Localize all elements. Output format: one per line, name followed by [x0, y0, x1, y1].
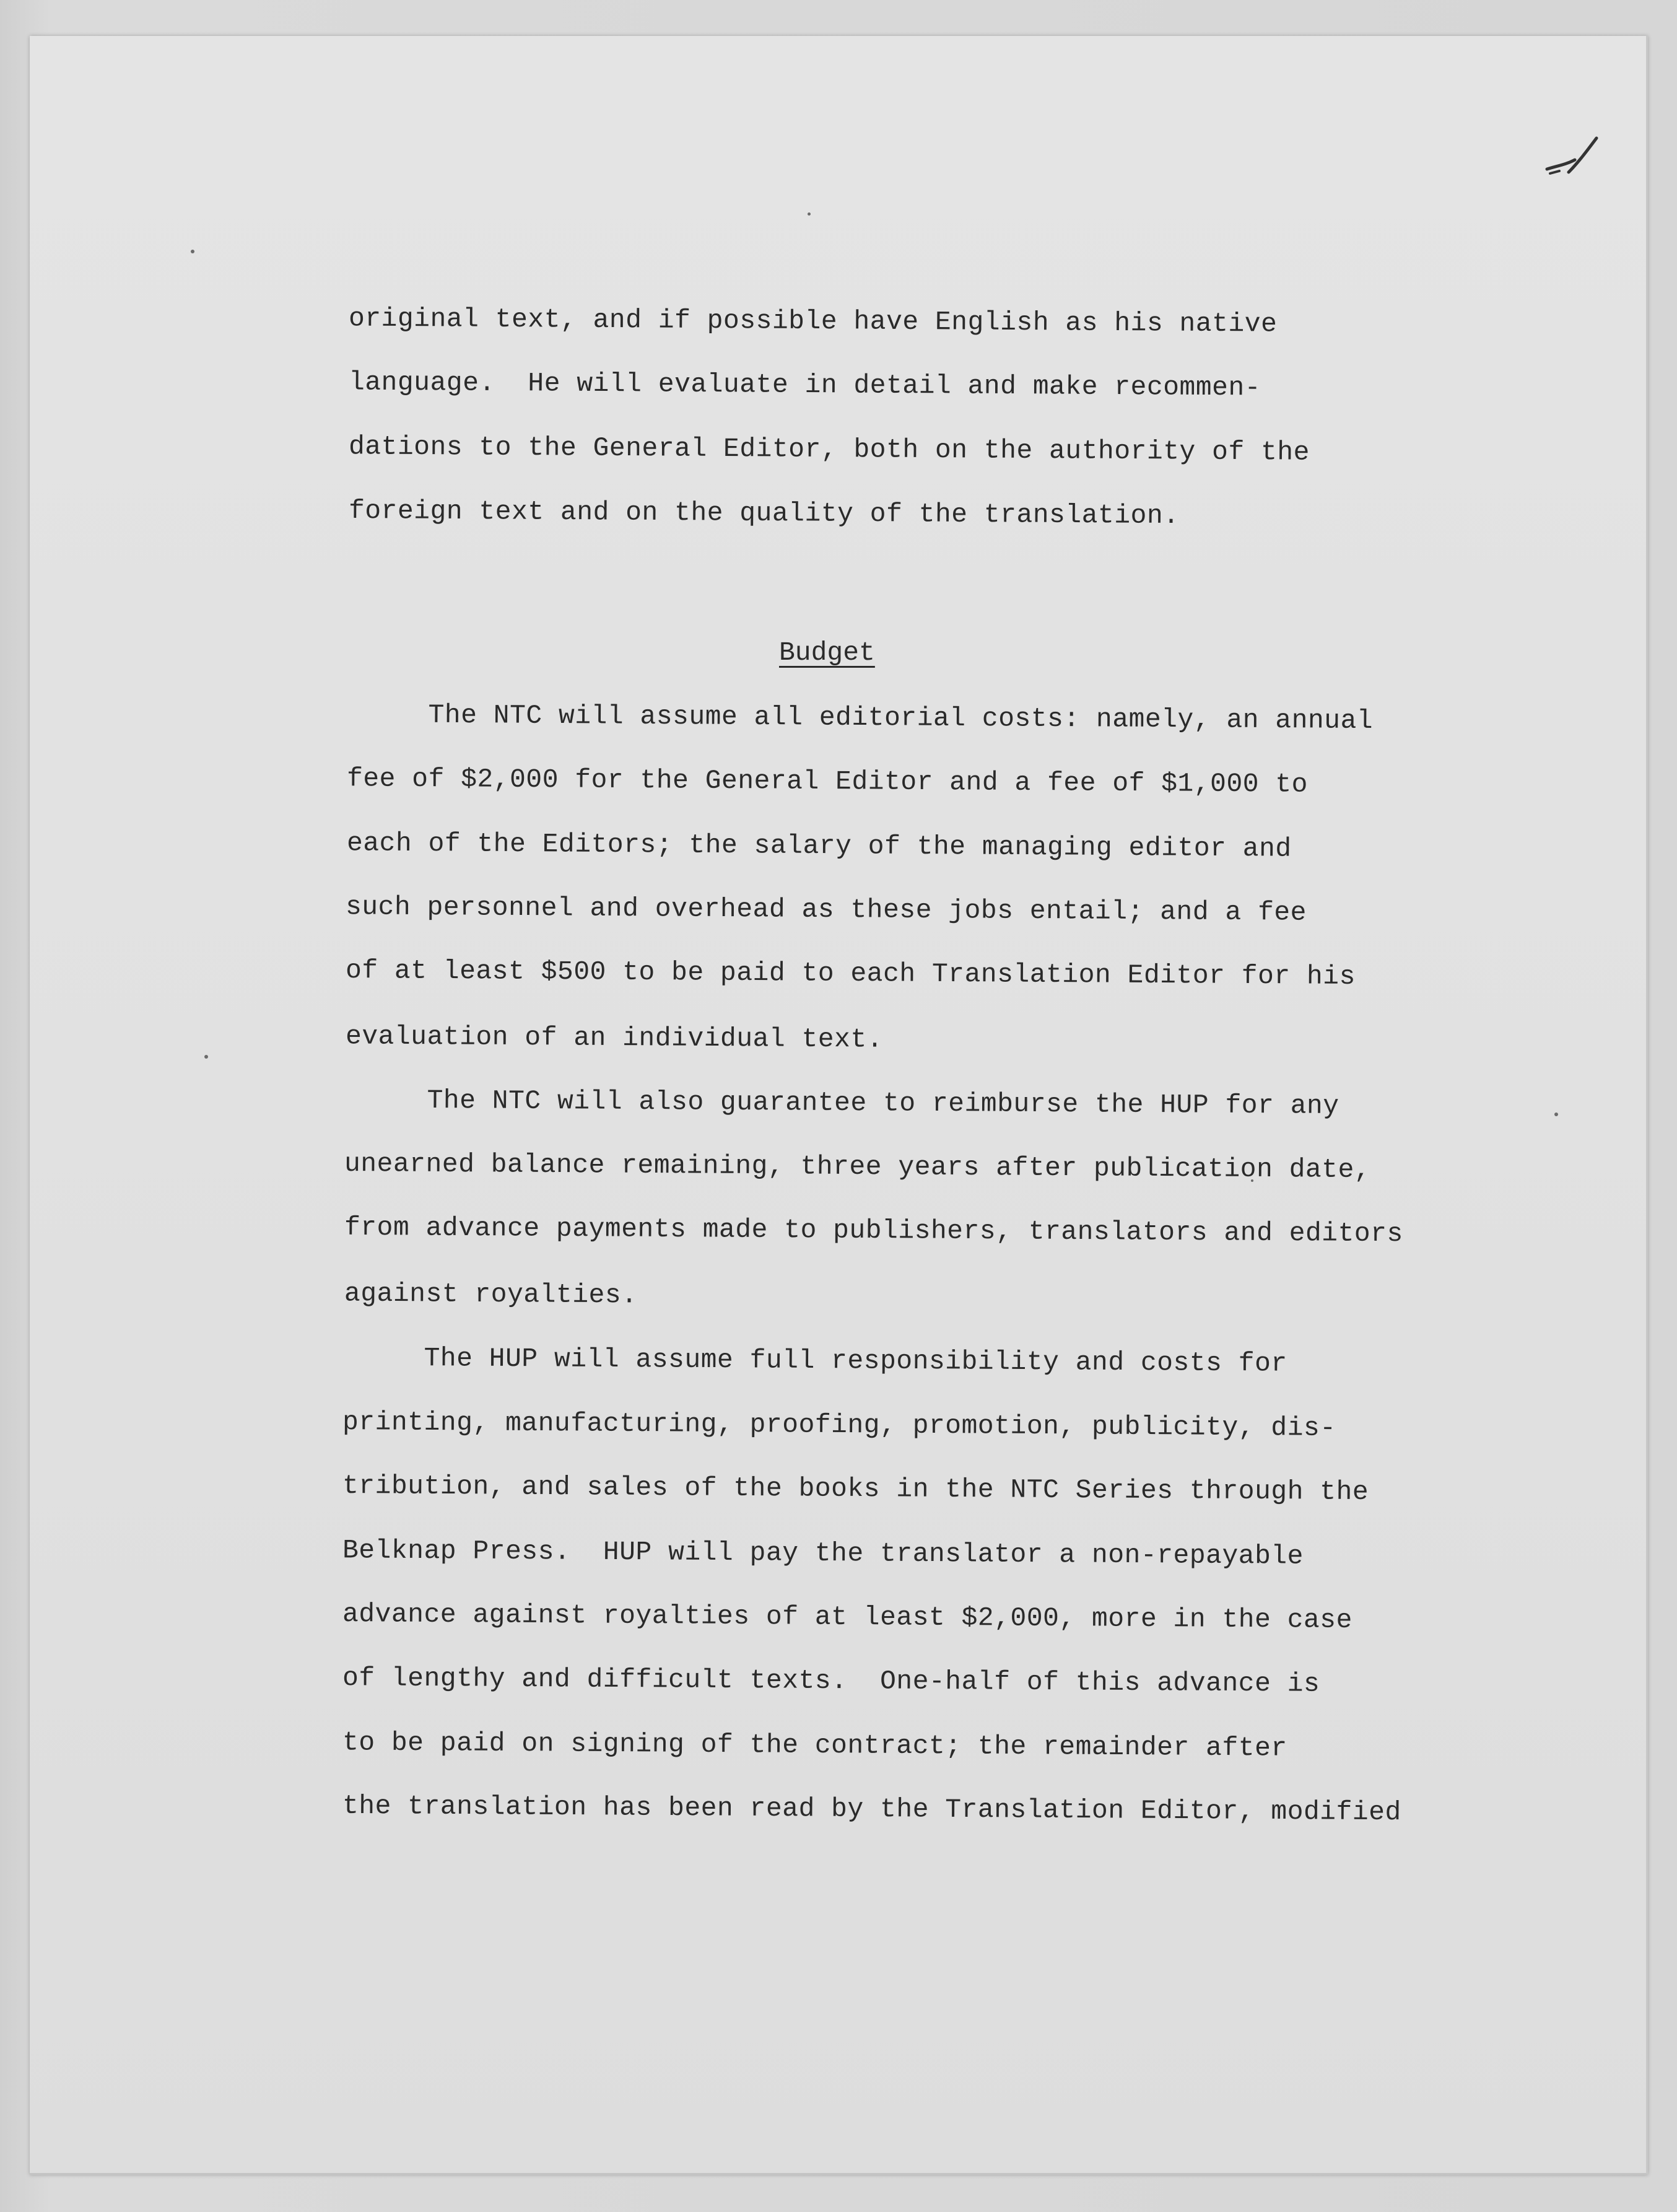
paragraph-line: of lengthy and difficult texts. One-half of this advance is — [342, 1663, 1320, 1699]
paragraph-line: such personnel and overhead as these jobs entail; and a fee — [345, 891, 1307, 928]
scan-speck — [191, 250, 194, 253]
handwritten-check-icon — [1541, 135, 1603, 185]
paragraph-line: fee of $2,000 for the General Editor and a fee of $1,000 to — [346, 763, 1309, 800]
paragraph-line: the translation has been read by the Translation Editor, modified — [342, 1790, 1401, 1828]
paragraph-line: from advance payments made to publishers, translators and editors — [344, 1212, 1403, 1249]
scan-speck — [1554, 1113, 1558, 1116]
paragraph-line: The NTC will also guarantee to reimburse the HUP for any — [345, 1085, 1339, 1121]
paragraph-line: tribution, and sales of the books in the NTC Series through the — [342, 1470, 1369, 1508]
section-heading-budget: Budget — [779, 637, 875, 668]
intro-line: foreign text and on the quality of the translation. — [348, 495, 1180, 531]
paragraph-line: The NTC will assume all editorial costs: namely, an annual — [346, 699, 1374, 737]
scan-speck — [808, 212, 811, 216]
paragraph-line: advance against royalties of at least $2,000, more in the case — [342, 1599, 1353, 1635]
paragraph-line: Belknap Press. HUP will pay the translator a non-repayable — [342, 1535, 1304, 1572]
intro-line: original text, and if possible have English as his native — [348, 303, 1278, 339]
paragraph-line: unearned balance remaining, three years after publication date, — [344, 1148, 1371, 1186]
paragraph-line: against royalties. — [344, 1278, 638, 1311]
scan-speck — [204, 1055, 208, 1059]
paragraph-line: evaluation of an individual text. — [345, 1021, 884, 1055]
paragraph-line: The HUP will assume full responsibility and costs for — [342, 1342, 1287, 1379]
paragraph-line: each of the Editors; the salary of the managing editor and — [346, 828, 1292, 864]
typed-page — [30, 36, 1648, 2175]
paragraph-line: to be paid on signing of the contract; the remainder after — [342, 1727, 1287, 1764]
paragraph-line: printing, manufacturing, proofing, promotion, publicity, dis- — [342, 1407, 1336, 1443]
intro-line: dations to the General Editor, both on the authority of the — [348, 431, 1310, 468]
intro-line: language. He will evaluate in detail and make recommen- — [348, 367, 1261, 403]
paragraph-line: of at least $500 to be paid to each Translation Editor for his — [345, 955, 1356, 992]
